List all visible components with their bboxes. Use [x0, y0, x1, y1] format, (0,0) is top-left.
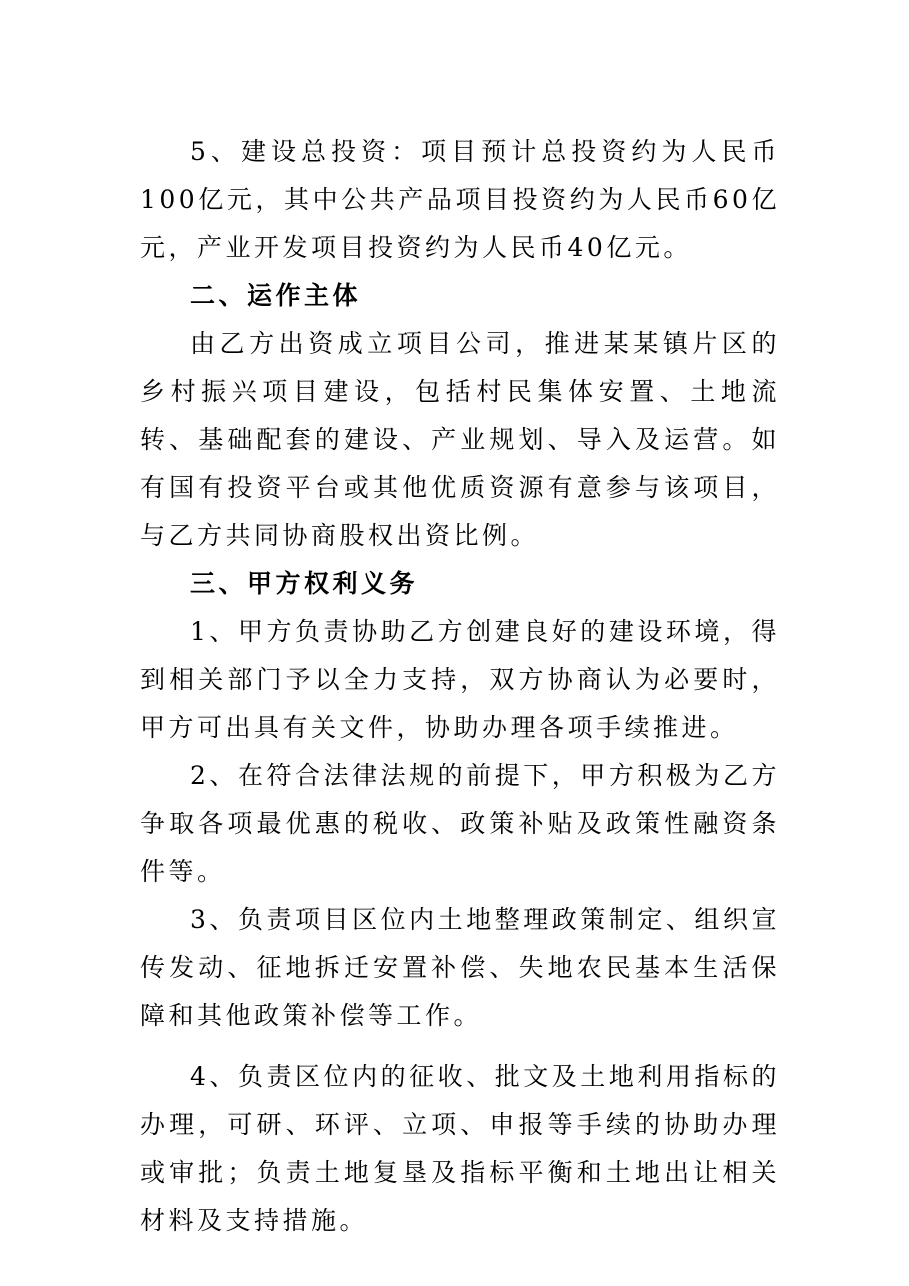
section-heading-operating-entity: 二、运作主体: [190, 281, 362, 310]
document-page: [140, 128, 780, 1245]
paragraph-operating-entity: 由乙方出资成立项目公司，推进某某镇片区的乡村振兴项目建设，包括村民集体安置、土地流转、基础配套的建设、产业规划、导入及运营。如有国有投资平台或其他优质资源有意参与该项目，与乙方共同协商股权出资比例。: [140, 329, 780, 550]
paragraph-party-a-item-1: 1、甲方负责协助乙方创建良好的建设环境，得到相关部门予以全力支持，双方协商认为必要时，甲方可出具有关文件，协助办理各项手续推进。: [140, 617, 780, 742]
paragraph-party-a-item-2: 2、在符合法律法规的前提下，甲方积极为乙方争取各项最优惠的税收、政策补贴及政策性融资条件等。: [140, 761, 780, 886]
paragraph-party-a-item-4: 4、负责区位内的征收、批文及土地利用指标的办理，可研、环评、立项、申报等手续的协助办理或审批；负责土地复垦及指标平衡和土地出让相关材料及支持措施。: [140, 1062, 780, 1235]
paragraph-party-a-item-3: 3、负责项目区位内土地整理政策制定、组织宣传发动、征地拆迁安置补偿、失地农民基本生活保障和其他政策补偿等工作。: [140, 905, 780, 1030]
section-heading-party-a-rights: 三、甲方权利义务: [190, 569, 419, 598]
paragraph-total-investment: 5、建设总投资：项目预计总投资约为人民币100亿元，其中公共产品项目投资约为人民币60亿元，产业开发项目投资约为人民币40亿元。: [140, 137, 780, 262]
